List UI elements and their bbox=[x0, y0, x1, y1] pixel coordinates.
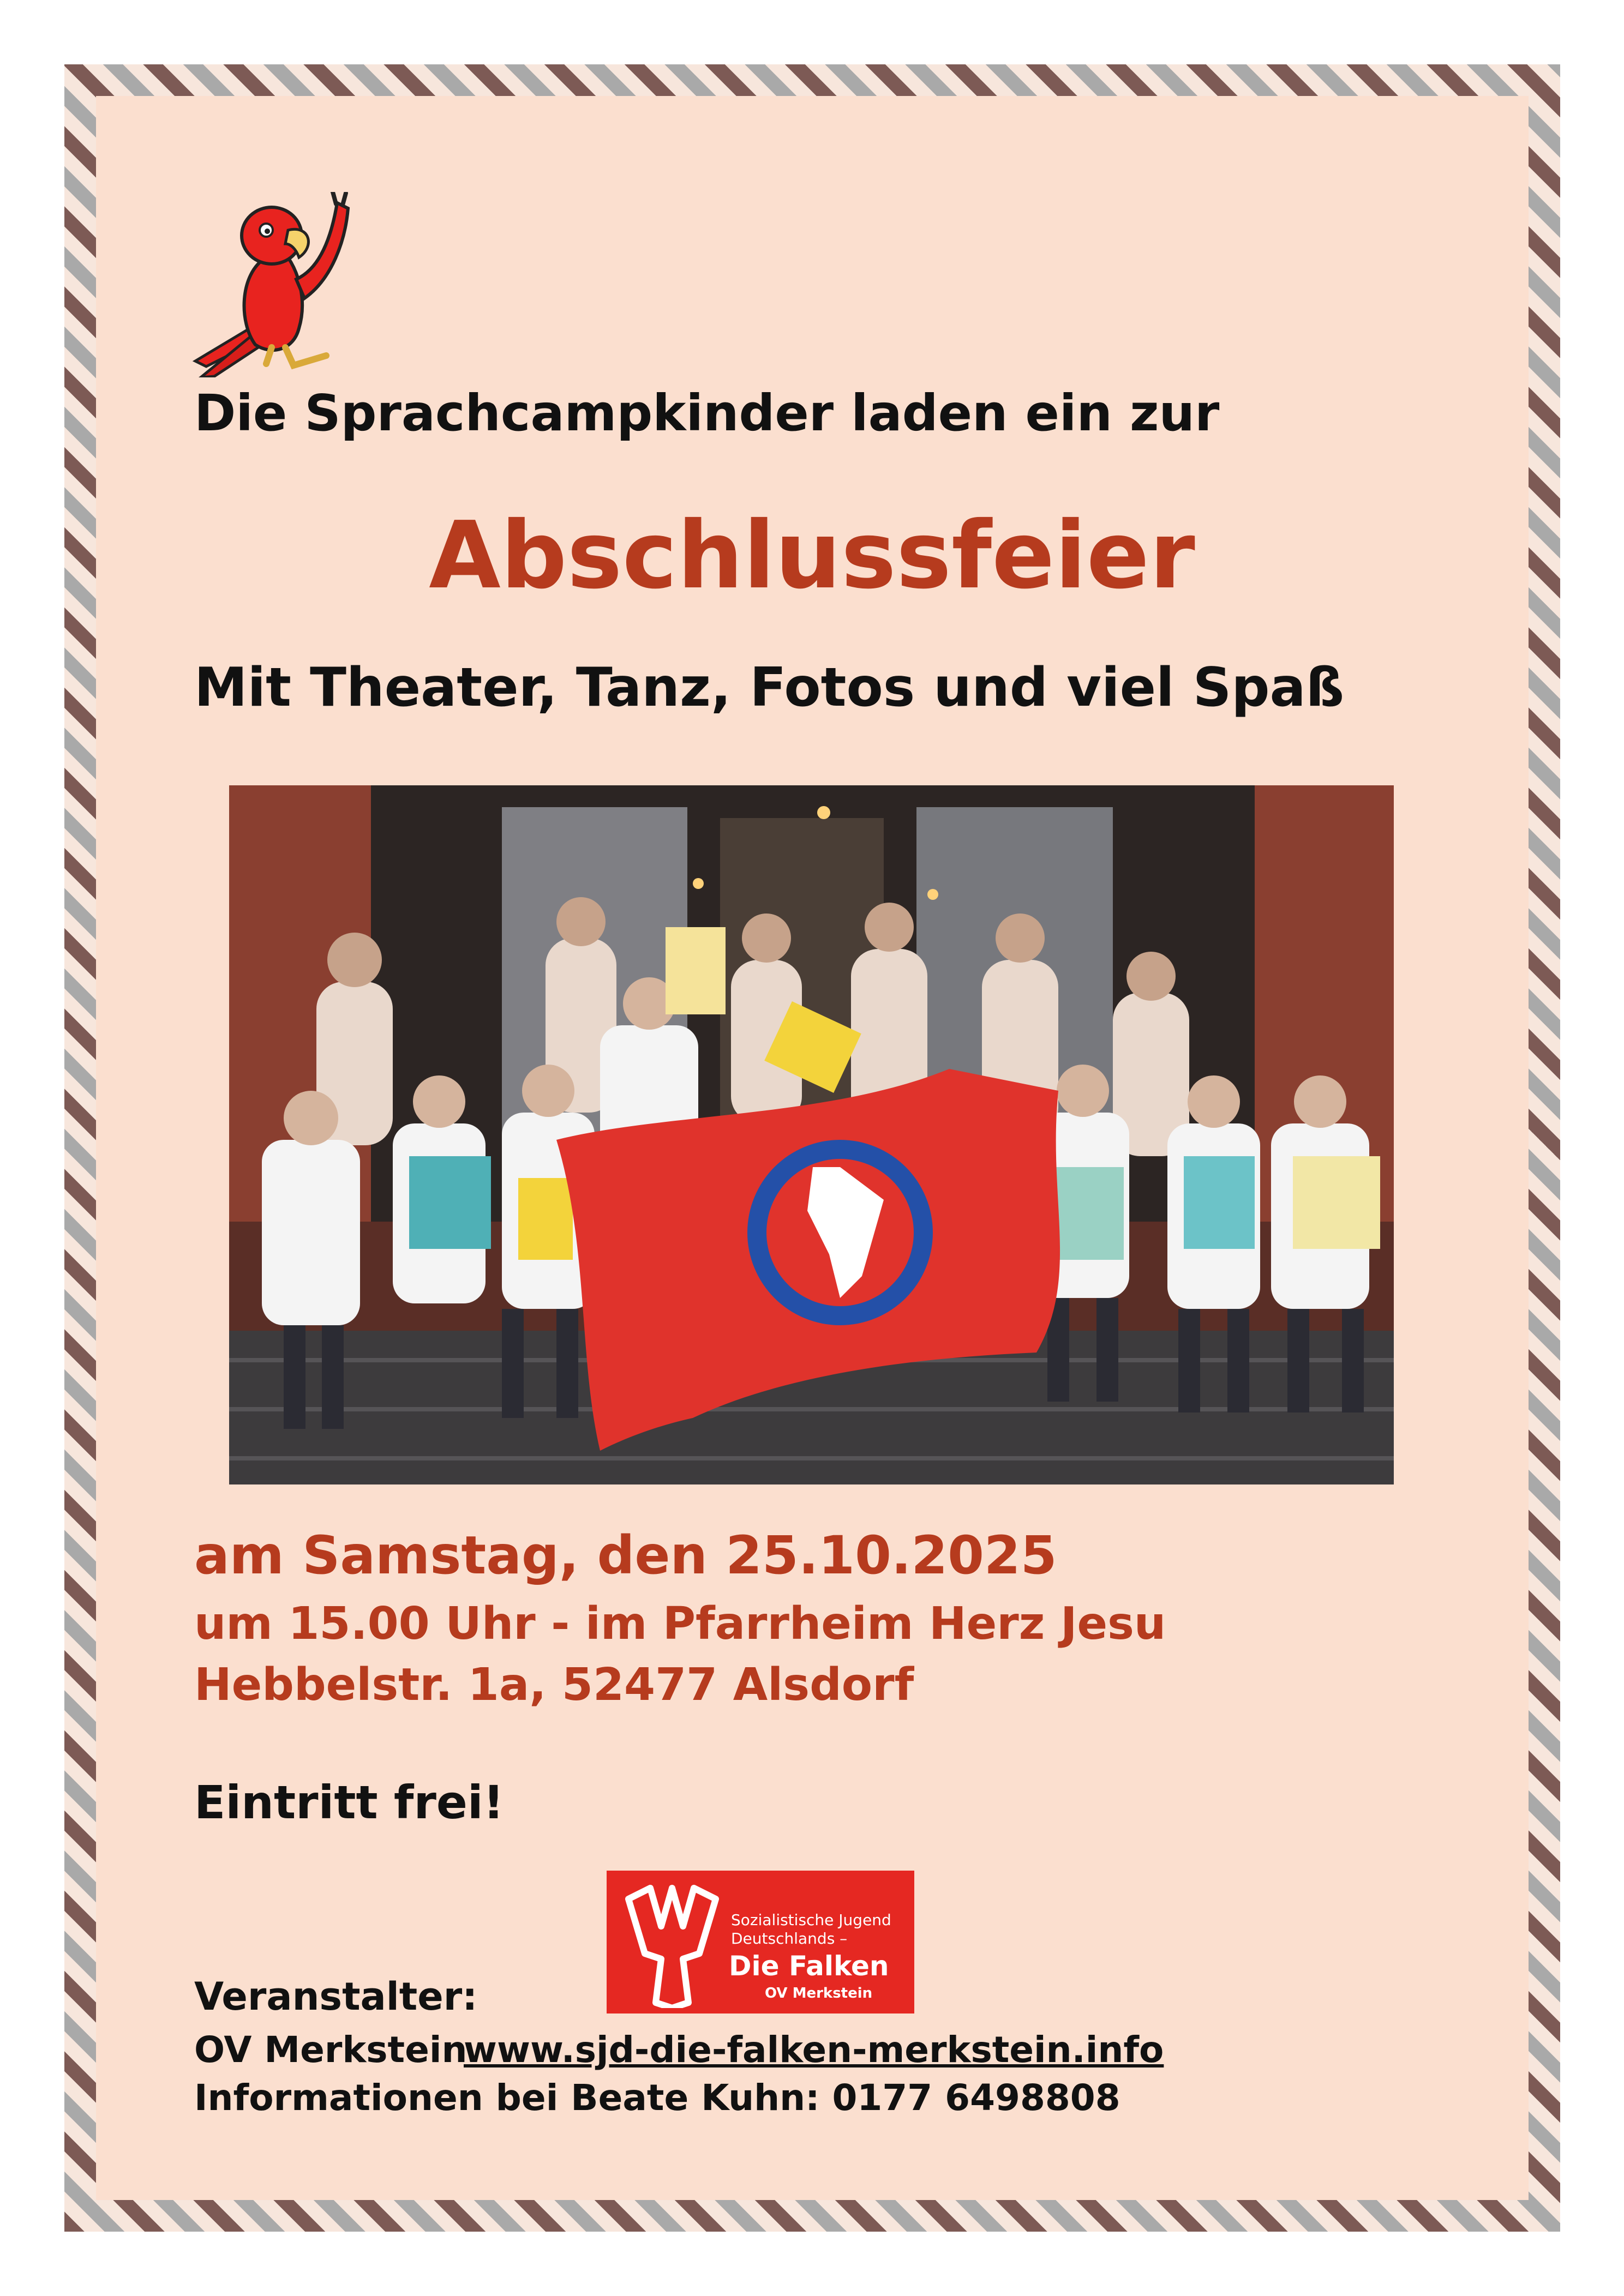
event-subtitle: Mit Theater, Tanz, Fotos und viel Spaß bbox=[194, 657, 1345, 719]
logo-text-chapter: OV Merkstein bbox=[765, 1985, 873, 2002]
falcon-emblem-icon bbox=[618, 1877, 727, 2008]
entry-note: Eintritt frei! bbox=[194, 1776, 504, 1829]
event-date: am Samstag, den 25.10.2025 bbox=[194, 1525, 1057, 1586]
logo-text-line1: Sozialistische Jugend bbox=[731, 1911, 891, 1929]
group-photo-illustration bbox=[229, 785, 1394, 1484]
organizer-name: OV Merkstein bbox=[194, 2029, 468, 2071]
website-link[interactable]: www.sjd-die-falken-merkstein.info bbox=[464, 2029, 1164, 2071]
logo-text-line2: Deutschlands – bbox=[731, 1930, 848, 1948]
parrot-mascot-icon bbox=[190, 192, 364, 377]
event-address: Hebbelstr. 1a, 52477 Alsdorf bbox=[194, 1659, 914, 1711]
logo-text-name: Die Falken bbox=[729, 1950, 889, 1982]
group-photo bbox=[229, 785, 1394, 1484]
intro-text: Die Sprachcampkinder laden ein zur bbox=[194, 384, 1220, 442]
event-time-place: um 15.00 Uhr - im Pfarrheim Herz Jesu bbox=[194, 1598, 1166, 1650]
organizer-label: Veranstalter: bbox=[194, 1974, 478, 2019]
falken-logo bbox=[607, 1871, 914, 2013]
event-title: Abschlussfeier bbox=[429, 502, 1195, 610]
contact-info: Informationen bei Beate Kuhn: 0177 6498808 bbox=[194, 2077, 1120, 2119]
